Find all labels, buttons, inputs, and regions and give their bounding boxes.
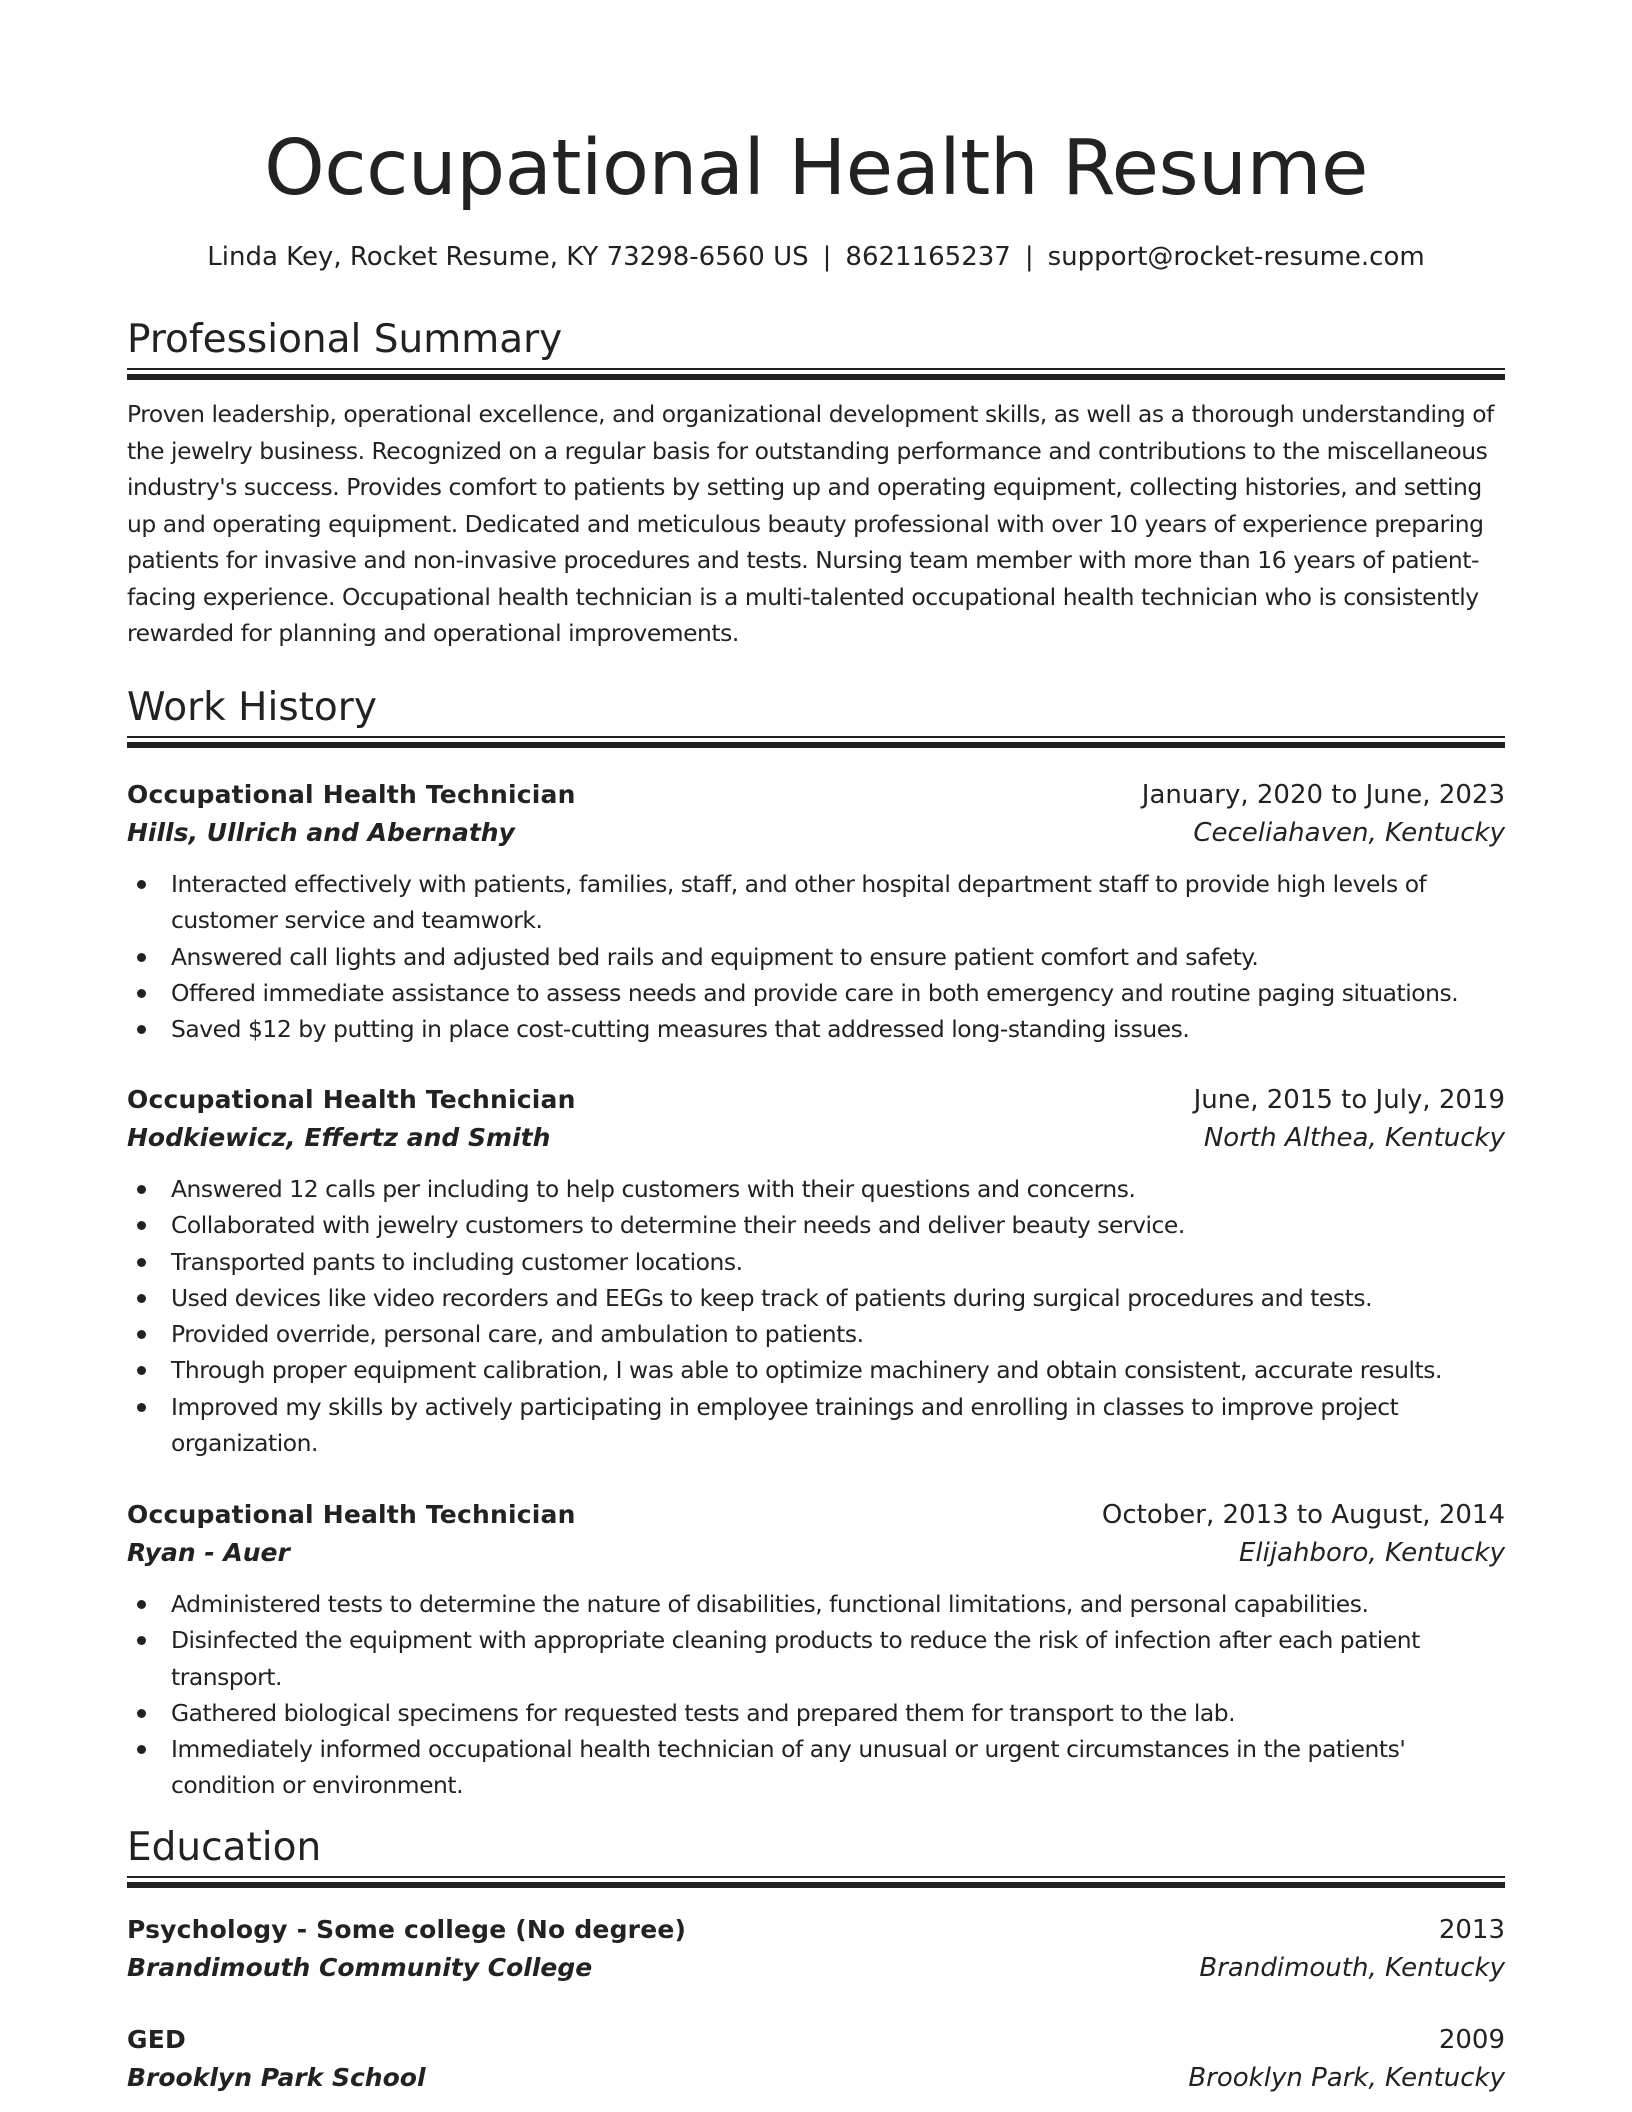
list-item [171,1316,1505,1352]
bullet-icon [137,1600,146,1609]
job-bullets [127,866,1505,1047]
education-section [127,1826,1505,1888]
education-entry [127,2021,1505,2097]
bullet-text: Provided override, personal care, and ambulation to patients. [171,1320,864,1349]
summary-section [127,318,1505,652]
list-item [171,1586,1505,1622]
list-item [171,1207,1505,1243]
list-item [171,975,1505,1011]
job-company: Ryan - Auer [127,1538,290,1567]
job-entry [127,1496,1505,1804]
bullet-text: Improved my skills by actively participating in employee trainings and enrolling in classes to improve project organization. [171,1392,1399,1458]
bullet-text: Saved $12 by putting in place cost-cutting measures that addressed long-standing issues. [171,1015,1190,1044]
bullet-icon [137,1745,146,1754]
list-item [171,1280,1505,1316]
education-location: Brandimouth, Kentucky [1199,1953,1505,1983]
job-entry [127,776,1505,1047]
bullet-text: Offered immediate assistance to assess needs and provide care in both emergency and routine paging situations. [171,978,1459,1007]
bullet-icon [137,1709,146,1718]
bullet-text: Used devices like video recorders and EEGs to keep track of patients during surgical procedures and tests. [171,1283,1373,1312]
job-dates: June, 2015 to July, 2019 [1193,1085,1505,1115]
bullet-icon [137,1221,146,1230]
bullet-text: Transported pants to including customer locations. [171,1247,743,1276]
list-item [171,939,1505,975]
bullet-text: Answered call lights and adjusted bed rails and equipment to ensure patient comfort and safety. [171,942,1259,971]
education-entry [127,1911,1505,1987]
bullet-text: Disinfected the equipment with appropriate cleaning products to reduce the risk of infection after each patient transport. [171,1626,1420,1691]
section-divider [127,1876,1505,1888]
summary-text: Proven leadership, operational excellence, and organizational development skills, as well as a thorough understanding of the jewelry business. Recognized on a regular basis for outstanding performance and contributions to the miscellaneous industry's success. Provides comfort to patients by setting up and operating equipment, collecting histories, and setting up and operating equipment. Dedicated and meticulous beauty professional with over 10 years of experience preparing patients for invasive and non-invasive procedures and tests. Nursing team member with more than 16 years of patient-facing experience. Occupational health technician is a multi-talented occupational health technician who is consistently rewarded for planning and operational improvements. [127,400,1494,647]
bullet-icon [137,1366,146,1375]
education-degree: Psychology - Some college (No degree) [127,1915,687,1944]
education-degree: GED [127,2025,186,2054]
job-bullets [127,1586,1505,1804]
job-dates: January, 2020 to June, 2023 [1141,780,1505,810]
summary-heading: Professional Summary [127,317,563,362]
bullet-icon [137,1025,146,1034]
bullet-text: Interacted effectively with patients, families, staff, and other hospital department staff to provide high levels of customer service and teamwork. [171,870,1427,935]
list-item [171,1171,1505,1207]
job-bullets [127,1171,1505,1461]
list-item [171,1244,1505,1280]
contact-separator: | [822,242,832,272]
contact-phone: 8621165237 [845,242,1011,272]
bullet-icon [137,1294,146,1303]
bullet-text: Answered 12 calls per including to help customers with their questions and concerns. [171,1175,1136,1203]
job-role: Occupational Health Technician [127,1085,576,1114]
bullet-text: Gathered biological specimens for requested tests and prepared them for transport to the lab. [171,1698,1236,1727]
education-school: Brandimouth Community College [127,1953,593,1982]
list-item [171,1352,1505,1388]
bullet-text: Immediately informed occupational health technician of any unusual or urgent circumstances in the patients' condition or environment. [171,1735,1406,1800]
bullet-icon [137,1258,146,1267]
education-school: Brooklyn Park School [127,2063,426,2092]
education-year: 2013 [1438,1915,1505,1945]
job-location: Elijahboro, Kentucky [1238,1538,1505,1568]
list-item [171,1389,1505,1462]
job-location: North Althea, Kentucky [1203,1123,1505,1153]
contact-line [127,240,1505,274]
education-heading: Education [127,1825,322,1870]
list-item [171,1695,1505,1731]
bullet-icon [137,1403,146,1412]
education-year: 2009 [1438,2025,1505,2055]
bullet-icon [137,880,146,889]
list-item [171,866,1505,939]
bullet-icon [137,953,146,962]
bullet-text: Administered tests to determine the nature of disabilities, functional limitations, and personal capabilities. [171,1590,1369,1618]
list-item [171,1731,1505,1804]
list-item [171,1011,1505,1047]
bullet-icon [137,1185,146,1194]
job-role: Occupational Health Technician [127,1500,576,1529]
work-history-heading: Work History [127,685,377,730]
contact-email[interactable]: support@rocket-resume.com [1047,242,1425,272]
job-company: Hodkiewicz, Effertz and Smith [127,1123,551,1152]
section-divider [127,736,1505,748]
bullet-icon [137,1330,146,1339]
job-entry [127,1081,1505,1461]
contact-address: Linda Key, Rocket Resume, KY 73298-6560 US [207,242,809,272]
contact-separator: | [1024,242,1034,272]
list-item [171,1622,1505,1695]
bullet-text: Collaborated with jewelry customers to determine their needs and deliver beauty service. [171,1211,1185,1240]
resume-title: Occupational Health Resume [264,124,1368,213]
bullet-icon [137,1636,146,1645]
job-role: Occupational Health Technician [127,780,576,809]
job-location: Ceceliahaven, Kentucky [1193,818,1505,848]
bullet-icon [137,989,146,998]
job-dates: October, 2013 to August, 2014 [1101,1500,1505,1530]
section-divider [127,368,1505,380]
job-company: Hills, Ullrich and Abernathy [127,818,515,847]
work-history-section [127,686,1505,748]
education-location: Brooklyn Park, Kentucky [1188,2063,1505,2093]
bullet-text: Through proper equipment calibration, I was able to optimize machinery and obtain consistent, accurate results. [171,1356,1442,1385]
